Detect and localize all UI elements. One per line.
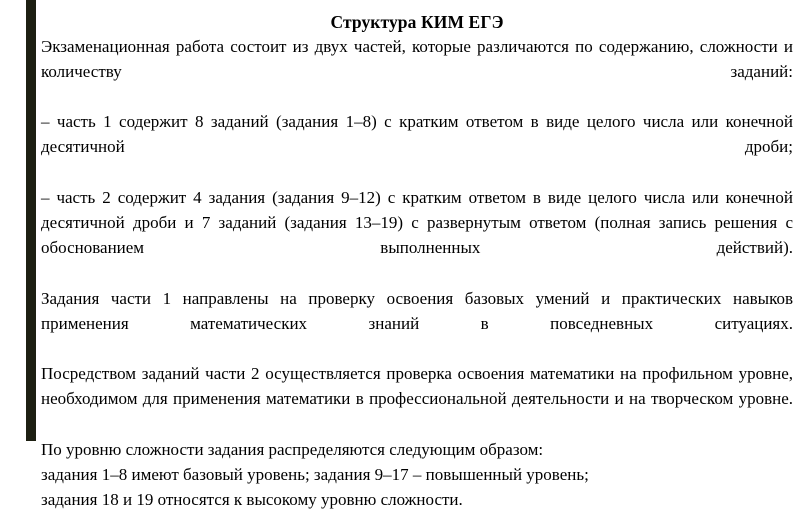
paragraph-difficulty-high: задания 18 и 19 относятся к высокому уровню сложности.: [41, 487, 793, 512]
paragraph-difficulty-basic-advanced: задания 1–8 имеют базовый уровень; задания 9–17 – повышенный уровень;: [41, 462, 793, 487]
slide-content: [41, 0, 793, 450]
paragraph-part-2-purpose: Посредством заданий части 2 осуществляется проверка освоения математики на профильном уровне, необходимом для применения математики в профессиональной деятельности и на творческом уровне.: [41, 361, 793, 437]
paragraph-part-2: – часть 2 содержит 4 задания (задания 9–12) с кратким ответом в виде целого числа или конечной десятичной дроби и 7 заданий (задания 13–19) с развернутым ответом (полная запись решения с обоснованием выполненных действий).: [41, 185, 793, 286]
paragraph-difficulty-intro: По уровню сложности задания распределяются следующим образом:: [41, 437, 793, 462]
body-text: [41, 34, 793, 512]
page-title: Структура КИМ ЕГЭ: [41, 0, 793, 34]
left-accent-bar: [26, 0, 36, 441]
paragraph-intro: Экзаменационная работа состоит из двух частей, которые различаются по содержанию, сложности и количеству заданий:: [41, 34, 793, 110]
paragraph-part-1-purpose: Задания части 1 направлены на проверку освоения базовых умений и практических навыков применения математических знаний в повседневных ситуациях.: [41, 286, 793, 362]
paragraph-part-1: – часть 1 содержит 8 заданий (задания 1–8) с кратким ответом в виде целого числа или конечной десятичной дроби;: [41, 109, 793, 185]
